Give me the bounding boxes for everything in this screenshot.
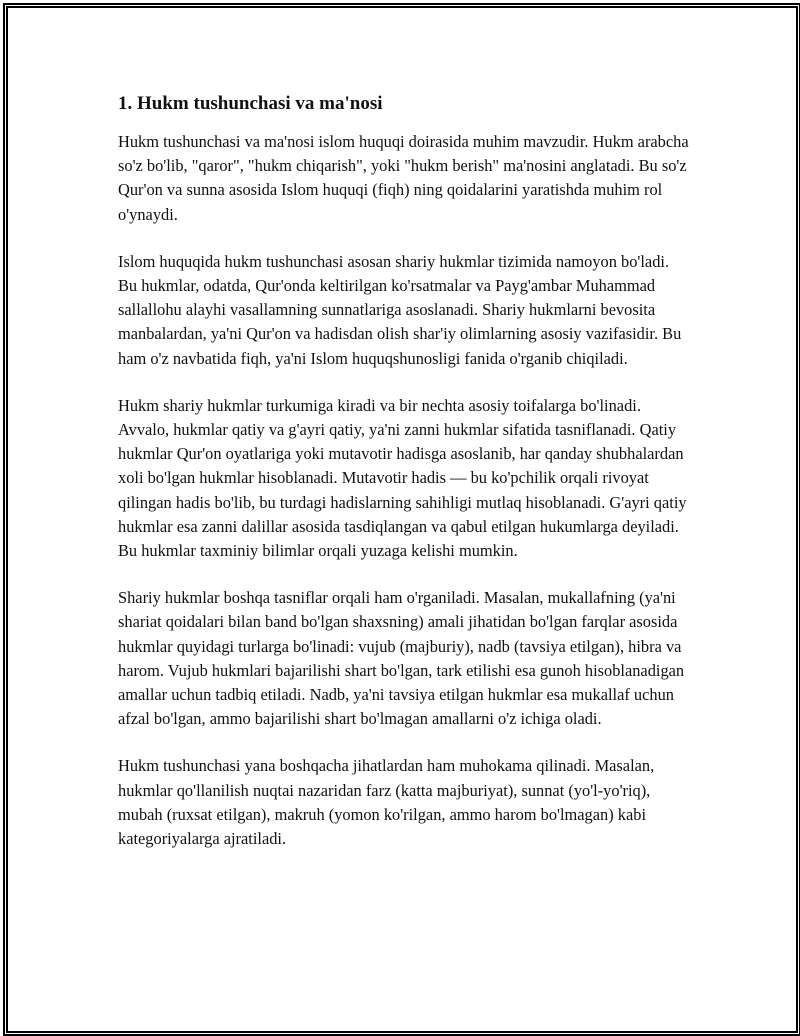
paragraph-4: Shariy hukmlar boshqa tasniflar orqali ham o'rganiladi. Masalan, mukallafning (ya'ni shariat qoidalari bilan band bo'lgan shaxsning) amali jihatidan bo'lgan farqlar asosida hukmlar quyidagi turlarga bo'linadi: vujub (majburiy), nadb (tavsiya etilgan), hibra va harom. Vujub hukmlari bajarilishi shart bo'lgan, tark etilishi esa gunoh hisoblanadigan amallar uchun tadbiq etiladi. Nadb, ya'ni tavsiya etilgan hukmlar esa mukallaf uchun afzal bo'lgan, ammo bajarilishi shart bo'lmagan amallarni o'z ichiga oladi. (118, 588, 685, 729)
document-body (118, 92, 690, 874)
paragraph-1: Hukm tushunchasi va ma'nosi islom huquqi doirasida muhim mavzudir. Hukm arabcha so'z bo'lib, "qaror", "hukm chiqarish", yoki "hukm berish" ma'nosini anglatadi. Bu so'z Qur'on va sunna asosida Islom huquqi (fiqh) ning qoidalarini yaratishda muhim rol o'ynaydi. (118, 132, 689, 224)
section-heading: 1. Hukm tushunchasi va ma'nosi (118, 93, 383, 114)
paragraph-3: Hukm shariy hukmlar turkumiga kiradi va bir nechta asosiy toifalarga bo'linadi. Avvalo, hukmlar qatiy va g'ayri qatiy, ya'ni zanni hukmlar sifatida tasniflanadi. Qatiy hukmlar Qur'on oyatlariga yoki mutavotir hadisga asoslanib, har qanday shubhalardan xoli bo'lgan hukmlar hisoblanadi. Mutavotir hadis — bu ko'pchilik orqali rivoyat qilingan hadis bo'lib, bu turdagi hadislarning sahihligi mutlaq hisoblanadi. G'ayri qatiy hukmlar esa zanni dalillar asosida tasdiqlangan va qabul etilgan hukumlarga deyiladi. Bu hukmlar taxminiy bilimlar orqali yuzaga kelishi mumkin. (118, 395, 687, 561)
paragraph-2: Islom huquqida hukm tushunchasi asosan shariy hukmlar tizimida namoyon bo'ladi. Bu hukmlar, odatda, Qur'onda keltirilgan ko'rsatmalar va Payg'ambar Muhammad sallallohu alayhi vasallamning sunnatlariga asoslanadi. Shariy hukmlarni bevosita manbalardan, ya'ni Qur'on va hadisdan olish shar'iy olimlarning asosiy vazifasidir. Bu ham o'z navbatida fiqh, ya'ni Islom huquqshunosligi fanida o'rganib chiqiladi. (118, 251, 682, 368)
paragraph-5: Hukm tushunchasi yana boshqacha jihatlardan ham muhokama qilinadi. Masalan, hukmlar qo'llanilish nuqtai nazaridan farz (katta majburiyat), sunnat (yo'l-yo'riq), mubah (ruxsat etilgan), makruh (yomon ko'rilgan, ammo harom bo'lmagan) kabi kategoriyalarga ajratiladi. (118, 756, 655, 849)
